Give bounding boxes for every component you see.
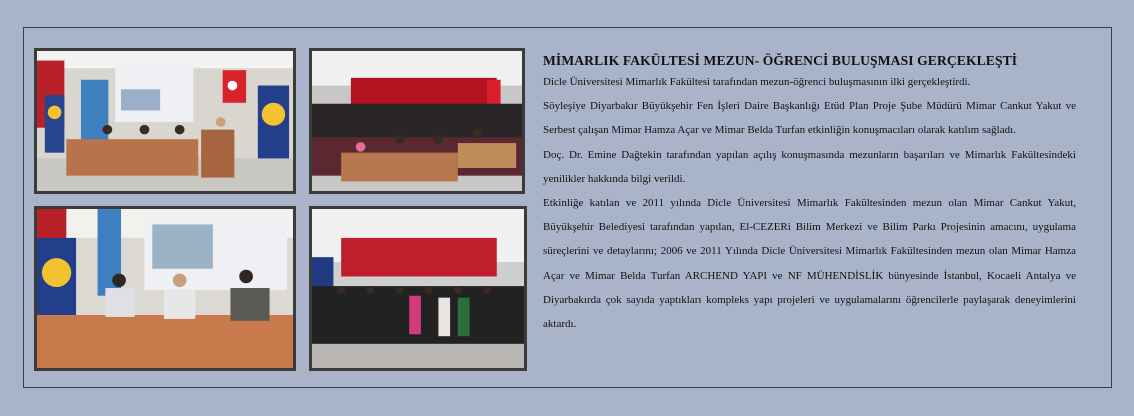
photo-panel-table[interactable] bbox=[34, 48, 296, 194]
photo-audience[interactable] bbox=[309, 48, 525, 194]
article-paragraph-4: Etkinliğe katılan ve 2011 yılında Dicle Üniversitesi Mimarlık Fakültesinden mezun olan Mimar Cankut Yakut, Büyükşehir Belediyesi tarafından yapılan, El-CEZERi Bilim Merkezi ve Bilim Parkı Projesinin amacını, uygulama süreçlerini ve detaylarını; 2006 ve 2011 Yılında Dicle Üniversitesi Mimarlık Fakültesinden mezun olan Mimar Hamza Açar ve Mimar Belda Turfan ARCHEND YAPI ve NF MÜHENDİSLİK bünyesinde İstanbul, Kocaeli Antalya ve Diyarbakırda çok sayıda yaptıkları kompleks yapı projeleri ve uygulamalarını öğrencilerle paylaşarak deneyimlerini aktardı. bbox=[543, 197, 1076, 331]
article-paragraph-2: Söyleşiye Diyarbakır Büyükşehir Fen İşleri Daire Başkanlığı Etüd Plan Proje Şube Müdürü Mimar Cankut Yakut ve Serbest çalışan Mimar Hamza Açar ve Mimar Belda Turfan etkinliğin konuşmacıları olarak katılım sağladı. bbox=[543, 100, 1076, 137]
photo-panel-table-image bbox=[37, 51, 293, 191]
news-article bbox=[543, 50, 1076, 336]
article-paragraph-1: Dicle Üniversitesi Mimarlık Fakültesi tarafından mezun-öğrenci buluşmasının ilki gerçekleştirdi. bbox=[543, 76, 971, 88]
photo-group[interactable] bbox=[309, 206, 527, 371]
photo-audience-image bbox=[312, 51, 522, 191]
photo-speakers[interactable] bbox=[34, 206, 296, 371]
photo-group-image bbox=[312, 209, 524, 368]
article-title: MİMARLIK FAKÜLTESİ MEZUN- ÖĞRENCİ BULUŞMASI GERÇEKLEŞTİ bbox=[543, 53, 1018, 68]
photo-speakers-image bbox=[37, 209, 293, 368]
article-paragraph-3: Doç. Dr. Emine Dağtekin tarafından yapılan açılış konuşmasında mezunların başarıları ve Mimarlık Fakültesindeki yenilikler hakkında bilgi verildi. bbox=[543, 148, 1076, 185]
